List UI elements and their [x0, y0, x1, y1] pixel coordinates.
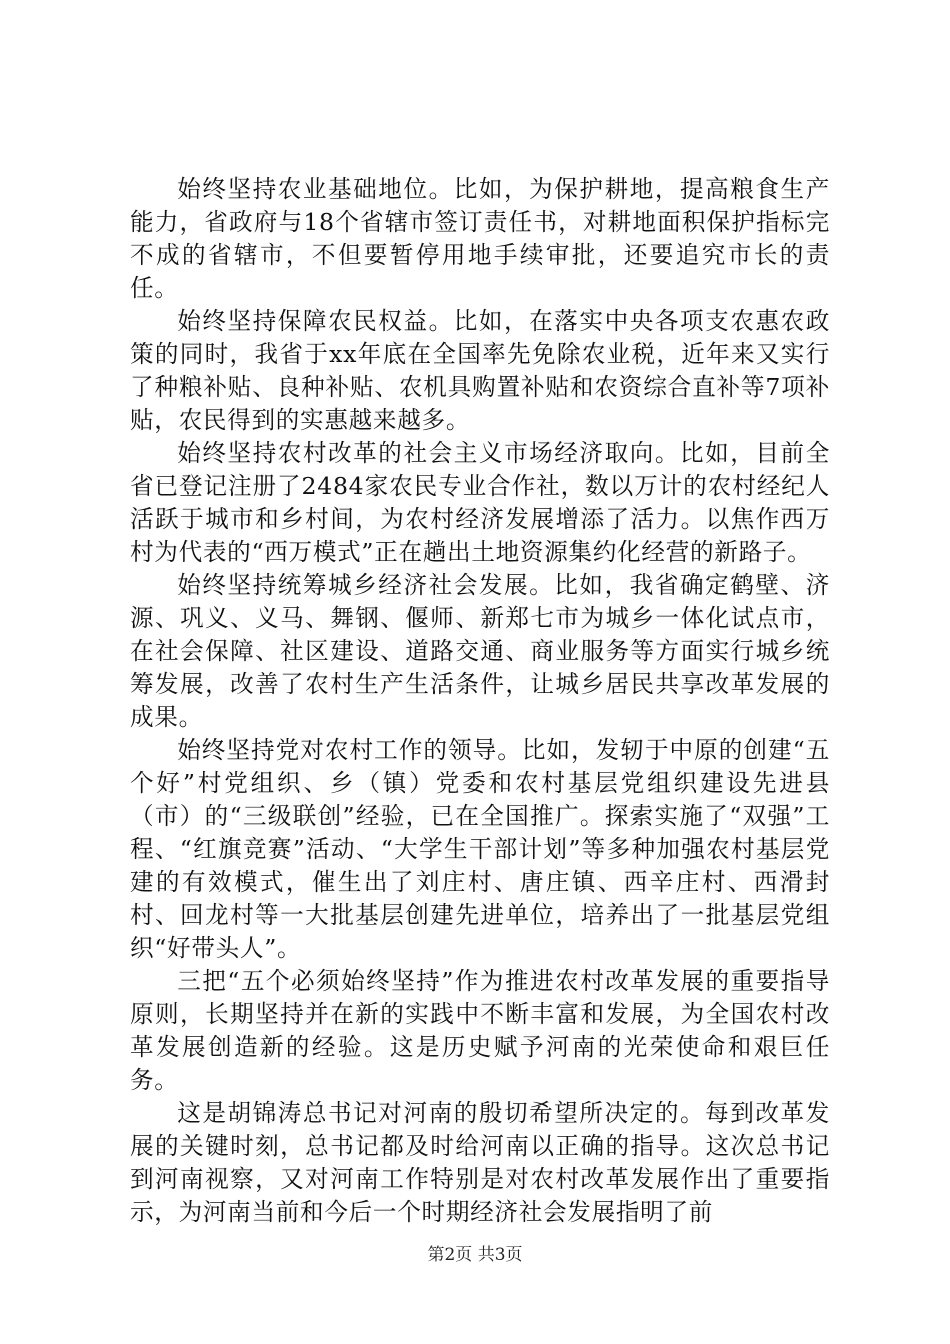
page-footer — [0, 1244, 950, 1266]
paragraph-party-leadership: 始终坚持党对农村工作的领导。比如，发轫于中原的创建“五个好”村党组织、乡（镇）党委和农村基层党组织建设先进县（市）的“三级联创”经验，已在全国推广。探索实施了“双强”工程、“红旗竞赛”活动、“大学生干部计划”等多种加强农村基层党建的有效模式，催生出了刘庄村、唐庄镇、西辛庄村、西滑封村、回龙村等一大批基层创建先进单位，培养出了一批基层党组织“好带头人”。 — [130, 736, 830, 962]
paragraph-agriculture-foundation: 始终坚持农业基础地位。比如，为保护耕地，提高粮食生产能力，省政府与18个省辖市签订责任书，对耕地面积保护指标完不成的省辖市，不但要暂停用地手续审批，还要追究市长的责任。 — [130, 175, 830, 302]
paragraph-urban-rural: 始终坚持统筹城乡经济社会发展。比如，我省确定鹤壁、济源、巩义、义马、舞钢、偃师、新郑七市为城乡一体化试点市，在社会保障、社区建设、道路交通、商业服务等方面实行城乡统筹发展，改善了农村生产生活条件，让城乡居民共享改革发展的成果。 — [130, 571, 830, 731]
paragraph-farmer-rights: 始终坚持保障农民权益。比如，在落实中央各项支农惠农政策的同时，我省于xx年底在全国率先免除农业税，近年来又实行了种粮补贴、良种补贴、农机具购置补贴和农资综合直补等7项补贴，农民得到的实惠越来越多。 — [130, 307, 830, 434]
paragraph-expectations: 这是胡锦涛总书记对河南的殷切希望所决定的。每到改革发展的关键时刻，总书记都及时给河南以正确的指导。这次总书记到河南视察，又对河南工作特别是对农村改革发展作出了重要指示，为河南当前和今后一个时期经济社会发展指明了前 — [130, 1099, 830, 1226]
page-number: 第2页 共3页 — [427, 1245, 523, 1265]
document-body — [130, 173, 830, 1229]
paragraph-guiding-principle: 三把“五个必须始终坚持”作为推进农村改革发展的重要指导原则，长期坚持并在新的实践中不断丰富和发展，为全国农村改革发展创造新的经验。这是历史赋予河南的光荣使命和艰巨任务。 — [130, 967, 830, 1094]
paragraph-market-reform: 始终坚持农村改革的社会主义市场经济取向。比如，目前全省已登记注册了2484家农民专业合作社，数以万计的农村经纪人活跃于城市和乡村间，为农村经济发展增添了活力。以焦作西万村为代表的“西万模式”正在趟出土地资源集约化经营的新路子。 — [130, 439, 830, 566]
